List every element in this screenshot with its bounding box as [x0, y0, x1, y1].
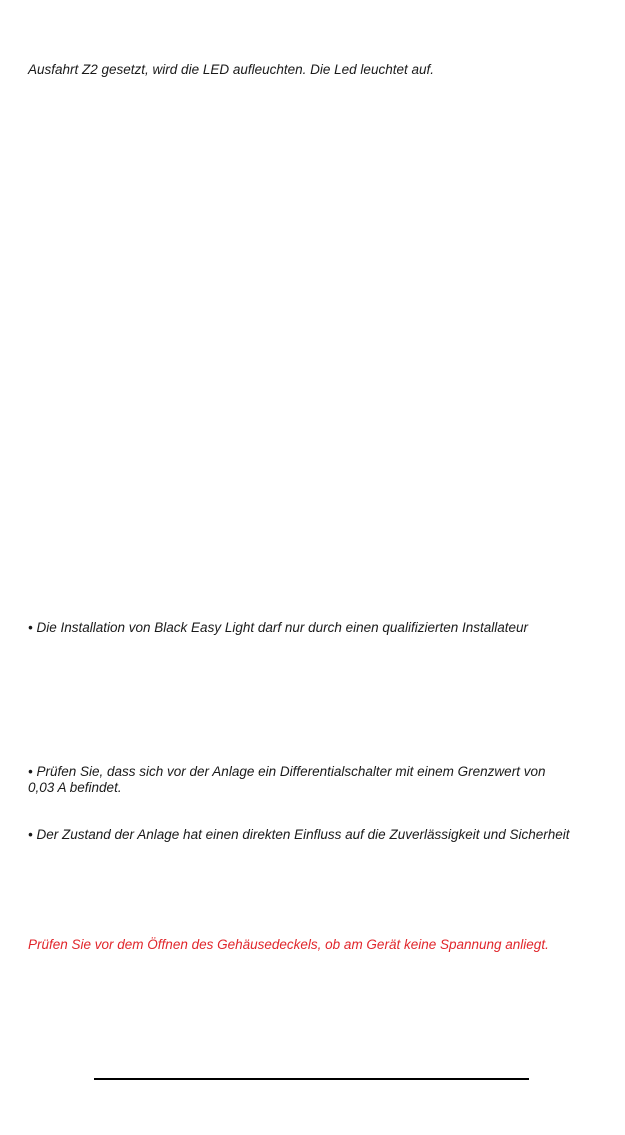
installation-note-text: • Die Installation von Black Easy Light darf nur durch einen qualifizierten Installateur	[28, 620, 529, 635]
differential-note-line-2: 0,03 A befindet.	[28, 780, 122, 795]
led-note-text: Ausfahrt Z2 gesetzt, wird die LED aufleuchten. Die Led leuchtet auf.	[28, 62, 434, 77]
condition-note-text: • Der Zustand der Anlage hat einen direkten Einfluss auf die Zuverlässigkeit und Sicherheit	[28, 827, 570, 842]
differential-switch-note	[28, 764, 608, 796]
differential-note-line-1: • Prüfen Sie, dass sich vor der Anlage ein Differentialschalter mit einem Grenzwert von	[28, 764, 546, 779]
voltage-warning-text: Prüfen Sie vor dem Öffnen des Gehäusedeckels, ob am Gerät keine Spannung anliegt.	[28, 937, 549, 952]
footer-rule	[94, 1078, 529, 1080]
